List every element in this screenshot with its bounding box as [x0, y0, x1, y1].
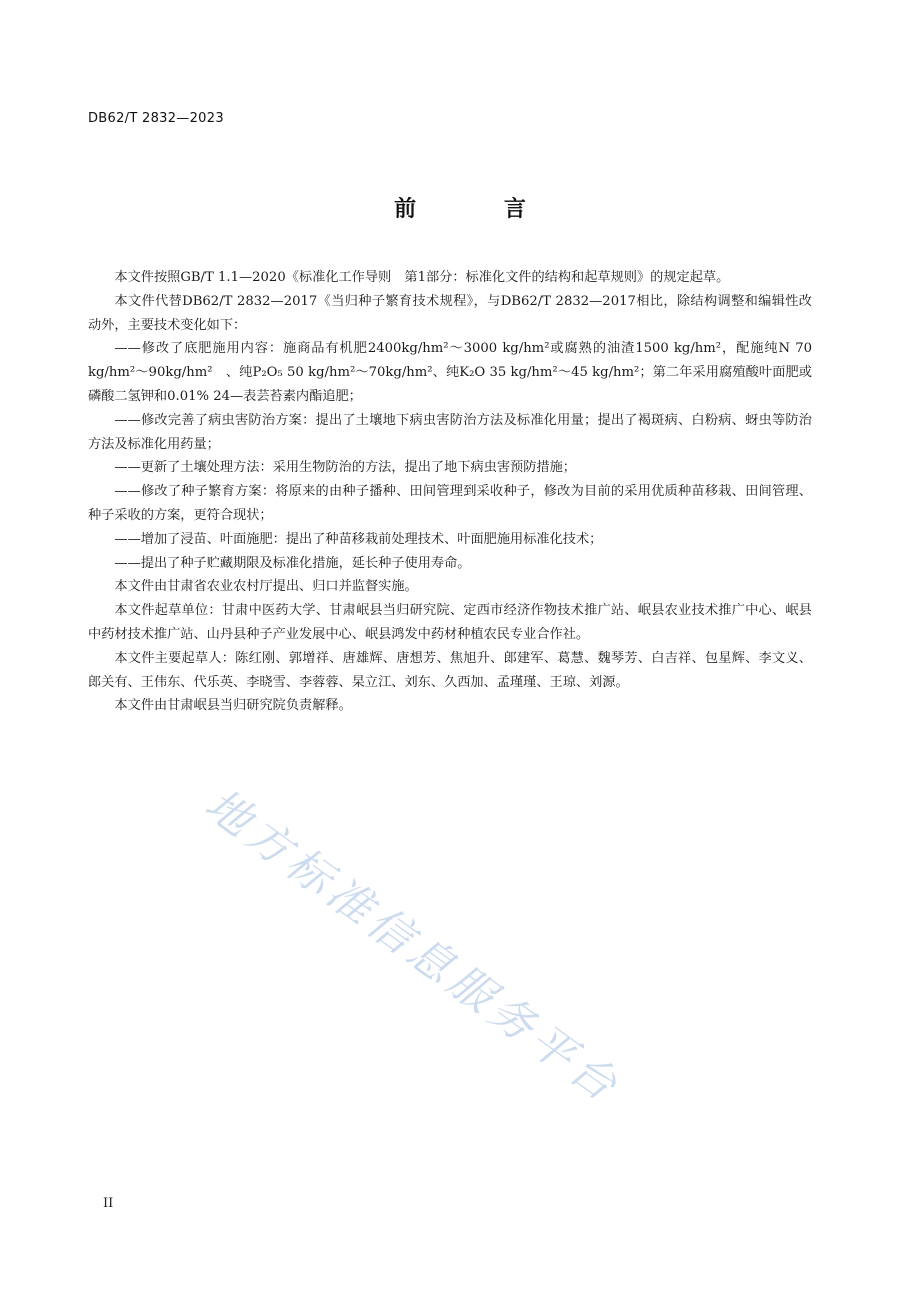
body-text [88, 266, 812, 718]
page-number: II [103, 1196, 114, 1211]
document-code: DB62/T 2832—2023 [88, 111, 224, 126]
paragraph: ——修改完善了病虫害防治方案：提出了土壤地下病虫害防治方法及标准化用量；提出了褐斑病、白粉病、蚜虫等防治方法及标准化用药量； [88, 412, 812, 452]
paragraph: 本文件由甘肃岷县当归研究院负责解释。 [114, 698, 352, 714]
paragraph: ——更新了土壤处理方法：采用生物防治的方法，提出了地下病虫害预防措施； [114, 460, 576, 476]
paragraph: 本文件代替DB62/T 2832—2017《当归种子繁育技术规程》，与DB62/T 2832—2017相比，除结构调整和编辑性改动外，主要技术变化如下： [88, 293, 812, 333]
watermark: 地方标准信息服务平台 [195, 778, 631, 1115]
paragraph: 本文件起草单位：甘肃中医药大学、甘肃岷县当归研究院、定西市经济作物技术推广站、岷县农业技术推广中心、岷县中药材技术推广站、山丹县种子产业发展中心、岷县鸿发中药材种植农民专业合作社。 [88, 603, 812, 642]
paragraph: ——修改了底肥施用内容：施商品有机肥2400kg/hm²～3000 kg/hm²或腐熟的油渣1500 kg/hm²，配施纯N 70 kg/hm²～90kg/hm² 、纯P₂O₅ 50 kg/hm²～70kg/hm²、纯K₂O 35 kg/hm²～45 kg/hm²；第二年采用腐殖酸叶面肥或磷酸二氢钾和0.01% 24—表芸苔素内酯追肥； [88, 341, 812, 404]
paragraph: 本文件按照GB/T 1.1—2020《标准化工作导则 第1部分：标准化文件的结构和起草规则》的规定起草。 [114, 270, 730, 285]
paragraph: ——提出了种子贮藏期限及标准化措施，延长种子使用寿命。 [114, 555, 471, 571]
paragraph: 本文件主要起草人：陈红刚、郭增祥、唐雄辉、唐想芳、焦旭升、郎建军、葛慧、魏琴芳、白吉祥、包星辉、李文义、郎关有、王伟东、代乐英、李晓雪、李蓉蓉、杲立江、刘东、久西加、孟瑾瑾、王琼、刘源。 [88, 650, 812, 690]
paragraph: 本文件由甘肃省农业农村厅提出、归口并监督实施。 [114, 579, 418, 595]
page-title: 前 言 [394, 197, 566, 222]
paragraph: ——增加了浸苗、叶面施肥：提出了种苗移栽前处理技术、叶面肥施用标准化技术； [114, 531, 603, 547]
paragraph: ——修改了种子繁育方案：将原来的由种子播种、田间管理到采收种子，修改为目前的采用优质种苗移栽、田间管理、种子采收的方案，更符合现状； [88, 484, 812, 523]
